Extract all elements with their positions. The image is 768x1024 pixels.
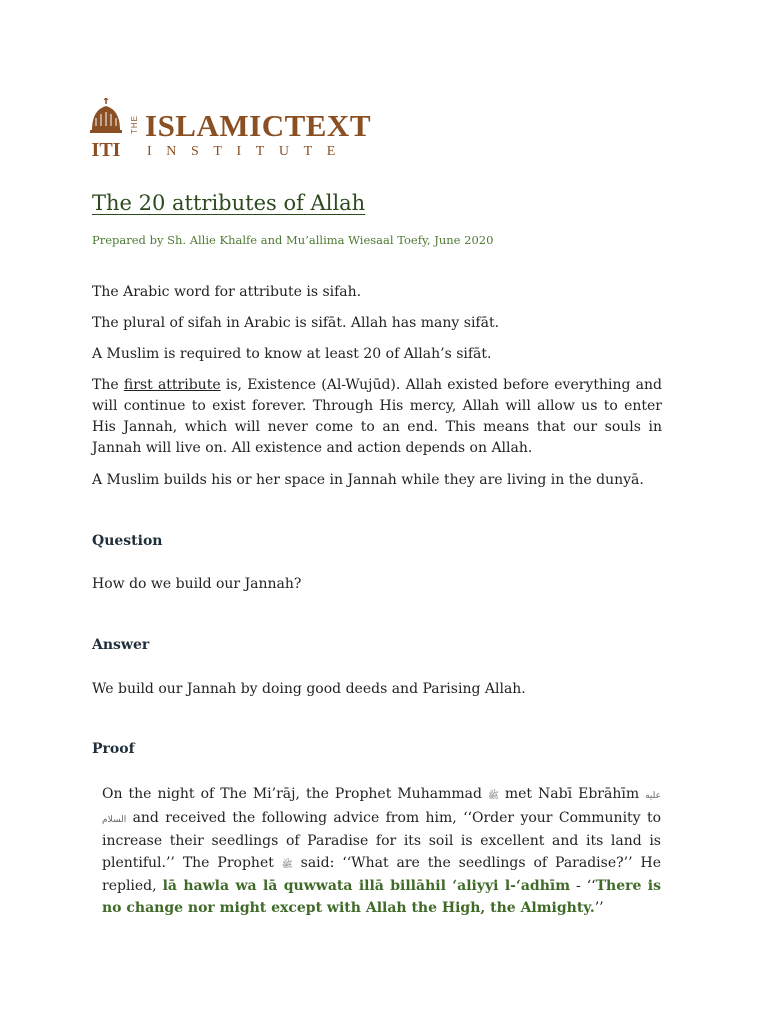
question-heading: Question	[92, 533, 163, 549]
answer-heading: Answer	[92, 637, 150, 653]
logo-brand-name: ISLAMICTEXT	[145, 108, 371, 143]
salawat-symbol-2: ﷺ	[281, 859, 293, 870]
svg-text:ITI: ITI	[91, 139, 121, 160]
proof-text-5: - ‘‘	[570, 878, 596, 894]
paragraph-sifat: The plural of sifah in Arabic is sifāt. Allah has many sifāt.	[92, 315, 500, 331]
paragraph-sifah: The Arabic word for attribute is sifah.	[92, 284, 362, 300]
proof-text-1: On the night of The Mi’rāj, the Prophet Muhammad	[102, 786, 488, 802]
proof-heading: Proof	[92, 741, 135, 757]
proof-paragraph	[102, 784, 661, 919]
paragraph-twenty-attributes: A Muslim is required to know at least 20 of Allah’s sifāt.	[92, 346, 492, 362]
salawat-symbol: ﷺ	[487, 791, 499, 801]
dhikr-transliteration: lā hawla wa lā quwwata illā billāhil ‘aliyyi l-‘adhīm	[162, 878, 571, 894]
p4-prefix: The	[92, 377, 124, 393]
first-attribute-underlined: first attribute	[123, 377, 221, 393]
logo-brand-subtitle: INSTITUTE	[147, 144, 350, 159]
proof-text-3: and received the following advice from him, ‘‘Order your Community to increase their seedlings of Paradise for its soil is excellent and its land is plentiful.’’ The Prophet	[102, 809, 661, 871]
logo-the-text: THE	[130, 115, 139, 135]
alayhi-salam-symbol: عليه السلام	[102, 791, 661, 825]
p4-body: is, Existence (Al-Wujūd). Allah existed before everything and will continue to exist forever. Through His mercy, Allah will allow us to enter His Jannah, which will never come to an end. This means that our souls in Jannah will live on. All existence and action depends on Allah.	[92, 377, 662, 456]
answer-text: We build our Jannah by doing good deeds and Parising Allah.	[92, 681, 526, 697]
question-text: How do we build our Jannah?	[92, 576, 302, 592]
dhikr-meaning: There is no change nor might except with Allah the High, the Almighty.	[102, 878, 661, 916]
paragraph-dunya: A Muslim builds his or her space in Jannah while they are living in the dunyā.	[92, 472, 644, 488]
paragraph-first-attribute	[92, 375, 662, 459]
document-byline: Prepared by Sh. Allie Khalfe and Mu’allima Wiesaal Toefy, June 2020	[92, 233, 494, 247]
proof-text-6: ’’	[594, 899, 604, 916]
mosque-dome-icon	[86, 96, 126, 160]
proof-text-2: met Nabī Ebrāhīm	[498, 786, 646, 802]
proof-text-4: said: ‘‘What are the seedlings of Paradise?’’ He replied,	[102, 854, 661, 894]
document-title: The 20 attributes of Allah	[92, 191, 366, 215]
